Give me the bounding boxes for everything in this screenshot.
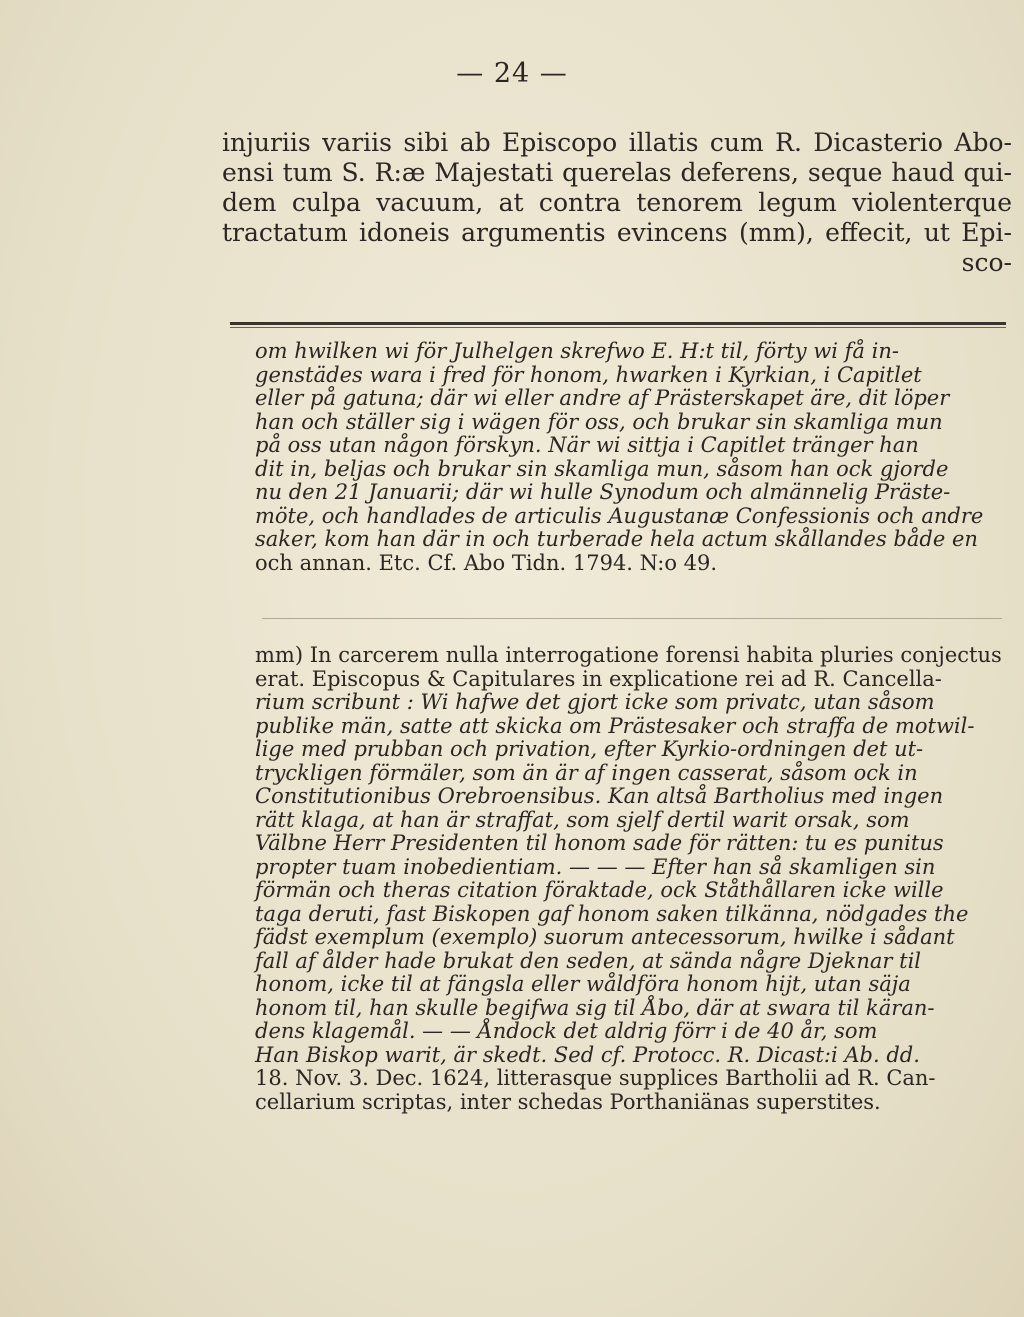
footnote-line: dit in, beljas och brukar sin skamliga mun, såsom han ock gjorde [255, 456, 949, 481]
footnote-rule-thin [230, 327, 1006, 328]
footnote-line: Han Biskop warit, är skedt. Sed cf. Protocc. R. Dicast:i Ab. dd. [255, 1042, 920, 1067]
footnote-line: dens klagemål. — — Åndock det aldrig förr i de 40 år, som [255, 1019, 878, 1043]
footnote-line: saker, kom han där in och turberade hela actum skållandes både en [255, 527, 978, 551]
page-number: — 24 — [456, 58, 568, 89]
body-line: dem culpa vacuum, at contra tenorem legum violenterque [222, 188, 1012, 217]
footnote-mm [255, 644, 1015, 1114]
footnote-line: han och ställer sig i wägen för oss, och brukar sin skamliga mun [255, 409, 943, 434]
footnote-line: förmän och theras citation föraktade, ock Ståthållaren icke wille [255, 878, 944, 902]
footnote-ll [255, 340, 1015, 575]
body-line: ensi tum S. R:æ Majestati querelas deferens, seque haud qui- [222, 158, 1012, 187]
footnote-line: rätt klaga, at han är straffat, som sjelf dertil warit orsak, som [255, 807, 910, 832]
main-body-text [222, 128, 1012, 278]
footnote-line: Constitutionibus Orebroensibus. Kan altså Bartholius med ingen [255, 784, 944, 808]
footnote-line: på oss utan någon förskyn. När wi sittja i Capitlet tränger han [255, 433, 919, 457]
footnote-line: mm) In carcerem nulla interrogatione forensi habita pluries conjectus [255, 643, 1002, 667]
footnote-line: publike män, satte att skicka om Prästesaker och straffa de motwil- [255, 713, 975, 738]
footnote-line: om hwilken wi för Julhelgen skrefwo E. H:t til, förty wi få in- [255, 339, 899, 363]
footnote-line: rium scribunt : Wi hafwe det gjort icke som privatc, utan såsom [255, 690, 935, 714]
footnote-rule [230, 322, 1006, 325]
footnote-line: möte, och handlades de articulis Augustanæ Confessionis och andre [255, 503, 984, 528]
footnote-line: honom til, han skulle begifwa sig til Åbo, där at swara til käran- [255, 995, 935, 1020]
body-line: injuriis variis sibi ab Episcopo illatis cum R. Dicasterio Abo- [222, 128, 1012, 157]
body-line: tractatum idoneis argumentis evincens (mm), effecit, ut Epi- [222, 218, 1012, 247]
footnote-line: Välbne Herr Presidenten til honom sade för rätten: tu es punitus [255, 831, 944, 855]
footnote-line: 18. Nov. 3. Dec. 1624, litterasque supplices Bartholii ad R. Can- [255, 1066, 936, 1090]
footnote-line: lige med prubban och privation, efter Kyrkio-ordningen det ut- [255, 737, 924, 761]
footnote-line: eller på gatuna; där wi eller andre af Prästerskapet äre, dit löper [255, 386, 950, 410]
footnote-line: honom, icke til at fängsla eller wåldföra honom hijt, utan säja [255, 972, 911, 996]
footnote-line: fall af ålder hade brukat den seden, at sända någre Djeknar til [255, 948, 922, 973]
footnote-line: tryckligen förmäler, som än är af ingen casserat, såsom ock in [255, 760, 918, 785]
footnote-line: erat. Episcopus & Capitulares in explicatione rei ad R. Cancella- [255, 666, 942, 691]
footnote-line: genstädes wara i fred för honom, hwarken i Kyrkian, i Capitlet [255, 362, 922, 387]
catchword: sco- [961, 248, 1012, 277]
footnote-line: propter tuam inobedientiam. — — — Efter han så skamligen sin [255, 854, 936, 879]
footnote-separator [262, 618, 1002, 619]
footnote-line: cellarium scriptas, inter schedas Porthaniänas superstites. [255, 1089, 881, 1114]
footnote-line: och annan. Etc. Cf. Abo Tidn. 1794. N:o 49. [255, 550, 718, 575]
footnote-line: taga deruti, fast Biskopen gaf honom saken tilkänna, nödgades the [255, 901, 969, 926]
footnote-line: nu den 21 Januarii; där wi hulle Synodum och almännelig Präste- [255, 480, 951, 504]
footnote-line: fädst exemplum (exemplo) suorum antecessorum, hwilke i sådant [255, 925, 955, 949]
